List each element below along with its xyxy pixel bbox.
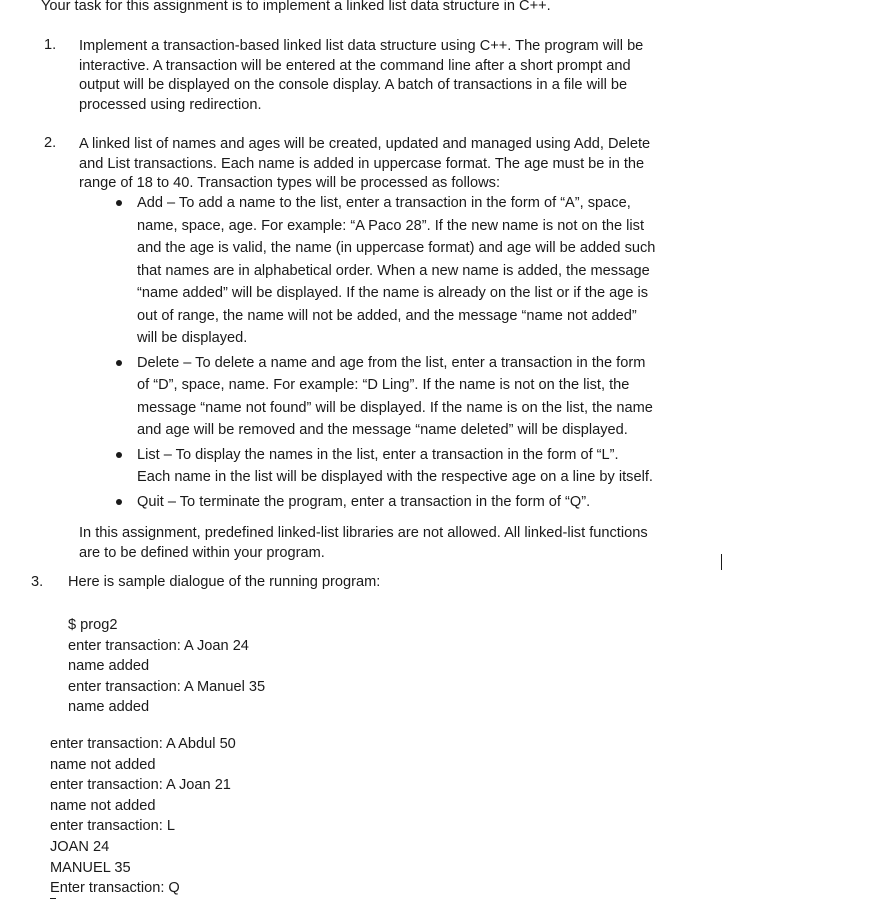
bullet-list	[113, 444, 673, 489]
item-2-line: and List transactions. Each name is added in uppercase format. The age must be in the	[79, 155, 645, 172]
cut-off-text-mark	[50, 898, 56, 903]
bullet-quit	[113, 491, 673, 514]
bullet-line: and age will be removed and the message “name deleted” will be displayed.	[137, 422, 628, 438]
closing-line: In this assignment, predefined linked-list libraries are not allowed. All linked-list functions	[79, 525, 648, 541]
bullet-dot-icon	[116, 499, 122, 505]
item-1-line: processed using redirection.	[79, 96, 262, 113]
item-1-line: Implement a transaction-based linked list data structure using C++. The program will be	[79, 38, 644, 54]
bullet-line: message “name not found” will be displayed. If the name is on the list, the name	[137, 399, 653, 416]
bullet-line: out of range, the name will not be added, and the message “name not added”	[137, 307, 637, 324]
bullet-line: of “D”, space, name. For example: “D Ling”. If the name is not on the list, the	[137, 377, 630, 393]
bullet-line: Delete – To delete a name and age from the list, enter a transaction in the form	[137, 354, 646, 371]
item-3-text: Here is sample dialogue of the running program:	[68, 574, 381, 590]
dialogue-line: name added	[68, 658, 150, 675]
dialogue-line: Enter transaction: Q	[50, 880, 180, 897]
dialogue-line: $ prog2	[68, 617, 118, 633]
bullet-line: “name added” will be displayed. If the name is already on the list or if the age is	[137, 285, 649, 301]
closing-line: are to be defined within your program.	[79, 544, 325, 561]
bullet-line: Each name in the list will be displayed with the respective age on a line by itself.	[137, 469, 653, 485]
transaction-types-list	[113, 192, 673, 515]
item-3-number: 3.	[31, 574, 44, 590]
bullet-dot-icon	[116, 200, 122, 206]
bullet-add	[113, 192, 673, 350]
bullet-line: that names are in alphabetical order. When a new name is added, the message	[137, 262, 650, 279]
bullet-line: Add – To add a name to the list, enter a transaction in the form of “A”, space,	[137, 195, 631, 211]
dialogue-line: JOAN 24	[50, 838, 110, 855]
dialogue-line: enter transaction: A Manuel 35	[68, 678, 266, 695]
item-2-line: range of 18 to 40. Transaction types will be processed as follows:	[79, 175, 501, 192]
dialogue-line: name not added	[50, 756, 156, 773]
item-2-number: 2.	[44, 135, 57, 151]
text-cursor	[721, 554, 722, 570]
item-1-number: 1.	[44, 37, 57, 53]
item-2-text	[79, 135, 679, 194]
item-2-line: A linked list of names and ages will be created, updated and managed using Add, Delete	[79, 136, 651, 152]
dialogue-line: name added	[68, 699, 150, 716]
bullet-line: Quit – To terminate the program, enter a transaction in the form of “Q”.	[137, 493, 591, 510]
bullet-dot-icon	[116, 360, 122, 366]
bullet-delete	[113, 352, 673, 442]
intro-text: Your task for this assignment is to implement a linked list data structure in C++.	[41, 0, 551, 14]
item-2-closing	[79, 524, 679, 563]
dialogue-line: MANUEL 35	[50, 859, 131, 876]
dialogue-line: name not added	[50, 797, 156, 814]
bullet-dot-icon	[116, 452, 122, 458]
bullet-line: will be displayed.	[137, 330, 248, 346]
dialogue-line: enter transaction: A Joan 24	[68, 637, 249, 654]
sample-dialogue-part-2	[50, 734, 236, 899]
sample-dialogue-part-1	[68, 615, 265, 718]
item-1-line: interactive. A transaction will be entered at the command line after a short prompt and	[79, 57, 631, 74]
item-1-line: output will be displayed on the console display. A batch of transactions in a file will be	[79, 77, 628, 94]
item-1-text	[79, 37, 679, 115]
bullet-line: and the age is valid, the name (in uppercase format) and age will be added such	[137, 240, 656, 256]
dialogue-line: enter transaction: L	[50, 818, 175, 835]
bullet-line: name, space, age. For example: “A Paco 28”. If the new name is not on the list	[137, 217, 644, 234]
bullet-line: List – To display the names in the list, enter a transaction in the form of “L”.	[137, 446, 619, 463]
dialogue-line: enter transaction: A Abdul 50	[50, 736, 236, 752]
dialogue-line: enter transaction: A Joan 21	[50, 777, 231, 794]
